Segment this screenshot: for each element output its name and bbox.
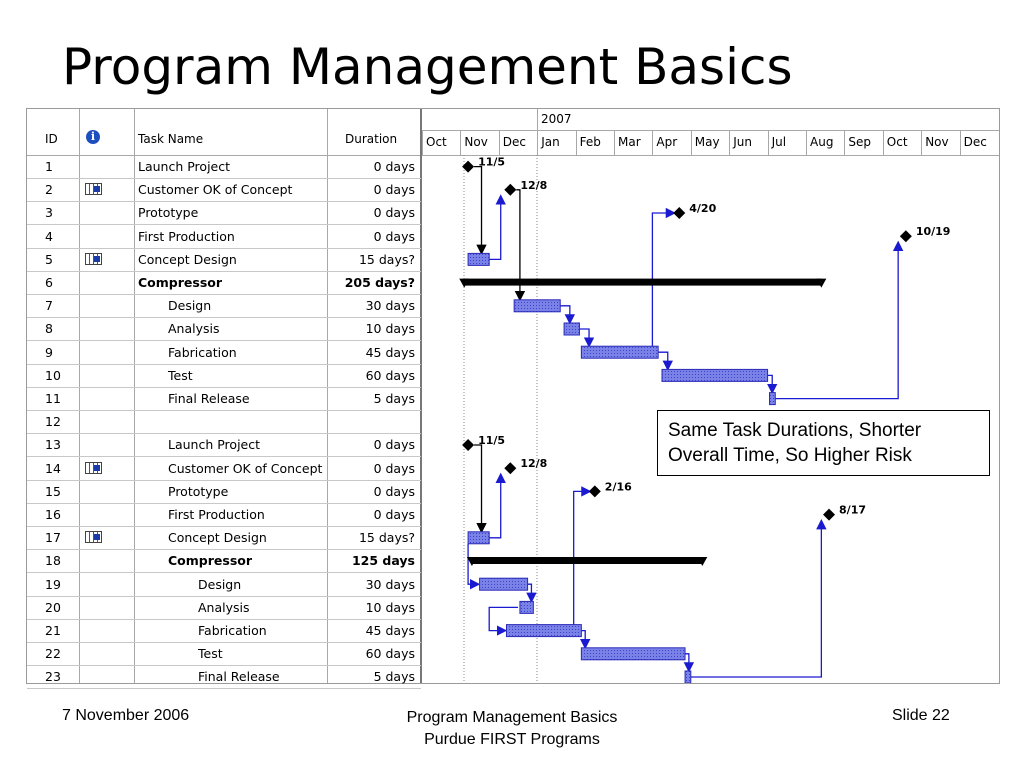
month-label: May: [691, 130, 729, 155]
milestone-diamond: [504, 462, 516, 474]
task-indicator: [79, 248, 134, 271]
task-name: Design: [168, 298, 212, 314]
task-id: 7: [45, 298, 53, 314]
task-id: 5: [45, 251, 53, 267]
task-id: 18: [45, 553, 61, 569]
task-bar: [662, 369, 768, 381]
task-duration: 0 days: [373, 460, 415, 476]
task-name: Concept Design: [138, 251, 237, 267]
dependency-link: [560, 306, 570, 322]
task-duration: 45 days: [365, 623, 415, 638]
month-label: Jul: [768, 130, 806, 155]
task-id: 4: [45, 228, 53, 244]
summary-bar: [464, 279, 821, 286]
table-row[interactable]: [27, 155, 421, 179]
task-id: 17: [45, 530, 61, 546]
month-label: Nov: [460, 130, 498, 155]
month-label: Mar: [614, 130, 652, 155]
task-name: First Production: [138, 228, 235, 244]
task-name: Concept Design: [168, 530, 267, 546]
milestone-diamond: [673, 207, 685, 219]
table-row[interactable]: [27, 178, 421, 202]
milestone-date-label: 10/19: [915, 225, 951, 239]
table-row[interactable]: [27, 387, 421, 411]
month-label: Dec: [499, 130, 537, 155]
milestone-date-label: 4/20: [689, 202, 717, 215]
table-row[interactable]: [27, 596, 421, 620]
task-name: Customer OK of Concept: [168, 460, 323, 476]
task-bar: [581, 648, 685, 660]
summary-bar: [472, 557, 702, 564]
task-name: Customer OK of Concept: [138, 182, 293, 198]
footer-date: 7 November 2006: [62, 707, 190, 724]
footer-title-line2: Purdue FIRST Programs: [424, 731, 600, 748]
task-id: 6: [45, 275, 53, 290]
task-duration: 30 days: [365, 576, 415, 592]
task-duration: 15 days?: [358, 530, 415, 546]
slide-title: Program Management Basics: [62, 38, 793, 96]
dependency-link: [474, 445, 481, 531]
task-bar: [564, 323, 579, 335]
table-row[interactable]: [27, 573, 421, 597]
month-label: Apr: [652, 130, 690, 155]
dependency-link: [685, 654, 689, 670]
task-duration: 10 days: [365, 321, 415, 337]
task-duration: 15 days?: [358, 251, 415, 267]
task-id: 21: [45, 623, 61, 638]
task-duration: 60 days: [365, 367, 415, 383]
dependency-link: [489, 475, 501, 538]
task-id: 2: [45, 182, 53, 198]
task-id: 23: [45, 669, 61, 685]
task-duration: 0 days: [373, 483, 415, 499]
month-label: Aug: [806, 130, 844, 155]
annotation-callout: Same Task Durations, Shorter Overall Time, So Higher Risk: [657, 410, 990, 476]
milestone-diamond: [823, 509, 835, 521]
task-id: 9: [45, 344, 53, 360]
milestone-date-label: 2/16: [604, 480, 632, 494]
milestone-date-label: 11/5: [478, 434, 506, 447]
footer-title-line1: Program Management Basics: [406, 709, 618, 726]
table-row[interactable]: [27, 480, 421, 504]
month-label: Feb: [576, 130, 614, 155]
month-label: Nov: [921, 130, 959, 155]
table-row[interactable]: [27, 619, 421, 643]
dependency-link: [474, 167, 481, 253]
task-duration: 0 days: [373, 228, 415, 244]
table-row[interactable]: [27, 225, 421, 249]
table-row[interactable]: [27, 503, 421, 527]
footer-title: [380, 707, 644, 751]
calendar-icon: [85, 462, 102, 474]
task-name: Prototype: [168, 483, 229, 499]
task-id: 20: [45, 599, 61, 615]
task-indicator: [79, 526, 134, 549]
month-label: Jun: [729, 130, 767, 155]
task-name: Compressor: [168, 553, 253, 569]
task-duration: 5 days: [373, 669, 415, 685]
month-label: Sep: [844, 130, 882, 155]
task-id: 8: [45, 321, 53, 337]
calendar-icon: [85, 531, 102, 543]
task-name: Analysis: [168, 321, 220, 337]
task-name: Final Release: [198, 669, 280, 685]
task-id: 15: [45, 483, 61, 499]
task-bar: [468, 532, 489, 544]
task-duration: 0 days: [373, 159, 415, 174]
task-id: 11: [45, 391, 61, 406]
milestone-date-label: 8/17: [839, 503, 867, 517]
dependency-link: [768, 375, 773, 391]
task-duration: 45 days: [365, 344, 415, 360]
task-name: Launch Project: [168, 437, 261, 453]
calendar-icon: [85, 183, 102, 195]
milestone-date-label: 11/5: [478, 155, 506, 169]
task-id: 14: [45, 460, 61, 476]
task-id: 1: [45, 159, 53, 174]
task-indicator: [79, 178, 134, 201]
column-header-row: [27, 109, 421, 156]
task-id: 22: [45, 646, 61, 662]
dependency-link: [691, 522, 822, 677]
task-bar: [770, 393, 776, 405]
table-row[interactable]: [27, 271, 421, 295]
table-row[interactable]: [27, 248, 421, 272]
timescale-month-row: [422, 130, 999, 155]
info-icon: i: [86, 130, 100, 144]
table-row[interactable]: [27, 457, 421, 481]
task-id: 12: [45, 414, 61, 430]
task-name: Final Release: [168, 391, 250, 406]
dependency-link: [658, 352, 668, 368]
dependency-link: [581, 631, 585, 647]
task-duration: 60 days: [365, 646, 415, 662]
task-duration: 10 days: [365, 599, 415, 615]
milestone-date-label: 12/8: [520, 457, 548, 471]
month-label: Oct: [883, 130, 921, 155]
task-name: Compressor: [138, 275, 223, 290]
task-name: Launch Project: [138, 159, 231, 174]
table-row[interactable]: [27, 410, 421, 434]
dependency-link: [579, 329, 589, 345]
table-row[interactable]: [27, 364, 421, 388]
month-label: Dec: [960, 130, 998, 155]
task-id: 13: [45, 437, 61, 453]
milestone-diamond: [589, 485, 601, 497]
table-row[interactable]: [27, 294, 421, 318]
milestone-diamond: [900, 230, 912, 242]
task-bar: [520, 601, 533, 613]
timescale-header: [422, 109, 999, 156]
task-duration: 205 days?: [344, 275, 415, 290]
table-row[interactable]: [27, 665, 421, 689]
task-duration: 30 days: [365, 298, 415, 314]
task-duration: 0 days: [373, 507, 415, 522]
calendar-icon: [85, 253, 102, 265]
month-label: Jan: [537, 130, 575, 155]
year-label: 2007: [537, 109, 999, 130]
table-row[interactable]: [27, 526, 421, 550]
column-header-info[interactable]: [81, 129, 135, 149]
milestone-diamond: [504, 184, 516, 196]
task-id: 16: [45, 507, 61, 522]
task-id: 19: [45, 576, 61, 592]
task-name: Analysis: [198, 599, 250, 615]
task-bar: [468, 253, 489, 265]
task-bar: [685, 671, 691, 683]
task-duration: 0 days: [373, 205, 415, 221]
task-id: 3: [45, 205, 53, 221]
task-name: Prototype: [138, 205, 199, 221]
dependency-link: [489, 197, 501, 260]
task-name: Test: [168, 367, 193, 383]
task-duration: 125 days: [351, 553, 415, 569]
column-header-duration[interactable]: Duration: [345, 132, 398, 146]
task-name: First Production: [168, 507, 265, 522]
milestone-date-label: 12/8: [520, 178, 548, 192]
task-duration: 0 days: [373, 182, 415, 198]
task-bar: [480, 578, 528, 590]
footer-slide-number: Slide 22: [892, 707, 950, 724]
task-bar: [514, 300, 560, 312]
table-row[interactable]: [27, 341, 421, 365]
task-name: Design: [198, 576, 242, 592]
dependency-link: [528, 584, 532, 600]
task-bar: [581, 346, 658, 358]
column-header-id[interactable]: ID: [45, 132, 58, 146]
dependency-link: [775, 243, 898, 398]
task-name: Fabrication: [168, 344, 237, 360]
gantt-chart-view: [26, 108, 1000, 684]
table-row[interactable]: [27, 201, 421, 225]
timescale-year-row: [422, 109, 999, 131]
task-duration: 5 days: [373, 391, 415, 406]
task-bar: [506, 625, 581, 637]
task-duration: 0 days: [373, 437, 415, 453]
task-id: 10: [45, 367, 61, 383]
task-name: Fabrication: [198, 623, 267, 638]
month-label: Oct: [422, 130, 460, 155]
table-row[interactable]: [27, 642, 421, 666]
task-indicator: [79, 457, 134, 480]
task-name: Test: [198, 646, 223, 662]
table-row[interactable]: [27, 433, 421, 457]
column-header-task-name[interactable]: Task Name: [138, 132, 204, 146]
table-row[interactable]: [27, 549, 421, 573]
table-row[interactable]: [27, 317, 421, 341]
